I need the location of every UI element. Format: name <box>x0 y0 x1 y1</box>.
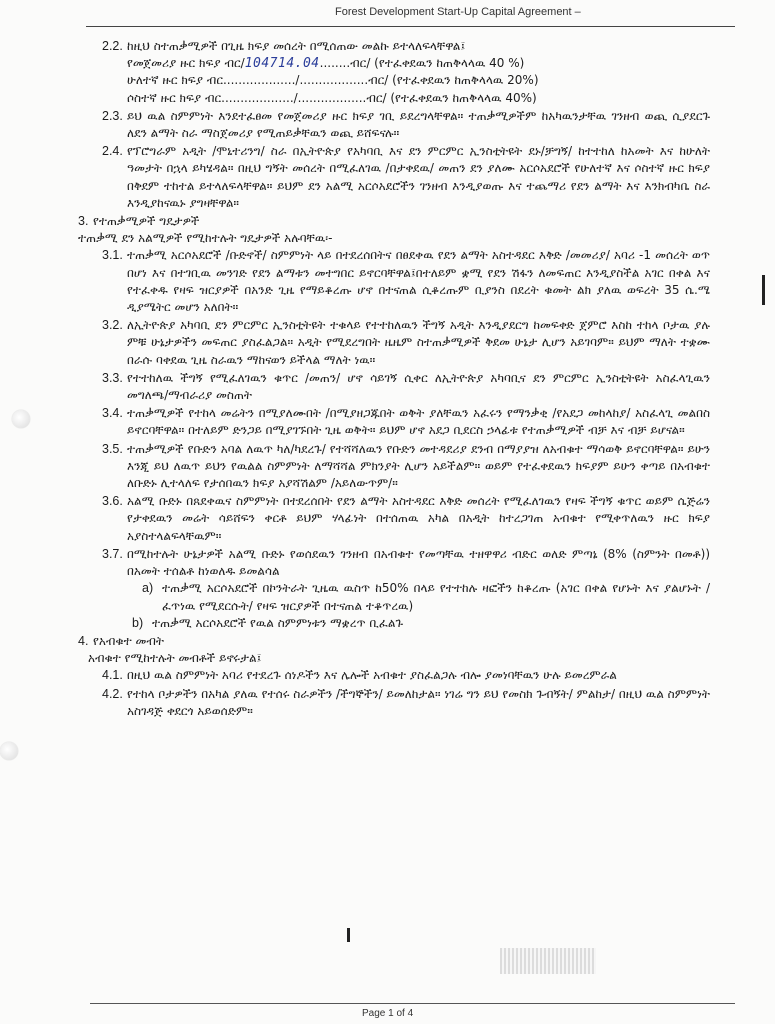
page-number: Page 1 of 4 <box>362 1008 414 1019</box>
section-3-heading <box>78 213 710 230</box>
payment-line-1: የመጀመሪያ ዙር ክፍያ ብር/104714.04........ብር/ (የተፈቀደዉን ከጠቅላላዉ 40 %) <box>127 56 525 72</box>
clause-number: 3.3. <box>102 370 123 385</box>
punch-hole-icon <box>12 410 30 428</box>
clause-number: 3.2. <box>102 318 123 333</box>
clause-number: 3.6. <box>102 494 123 509</box>
clause-2-4 <box>102 143 710 212</box>
clause-number: 4.1. <box>102 668 123 683</box>
clause-number: 4.2. <box>102 686 123 701</box>
clause-text: ለኢትዮጵያ አካባቢ ደን ምርምር ኢንስቲትዩት ተቁላይ የተተከለዉን ችግኝ አዲት እንዲያደርግ ከመፍቀድ ጀምሮ እስከ ተከላ ቦታዉ ያሉ ምቹ ሁኔታዎችን መፍጠር ያስፈልጋል። አዲት የሚደረግበት ዜዜም ስተጠቃሚዎች ቅደመ ሁኔታ ሊሆን አይገባም። ይህም ማለት ተቋሙ በራሱ ባቀደዉ ጊዜ ስራዉን ማከናወን ይችላል ማለት ነዉ። <box>127 318 710 367</box>
clause-number: 2.3. <box>102 108 123 123</box>
scan-mark <box>347 928 350 942</box>
clause-text: ከዚህ ስተጠቃሚዎች በጊዜ ክፍያ መሰረት በሚሰጠው መልኩ ይተላለፍላቸዋል፤ የመጀመሪያ ዙር ክፍያ ብር/104714.04........ብር/ (የተፈቀደዉን ከጠቅላላዉ 40 %) ሁለተኛ ዙር ክፍያ ብር.................../..................ብር/ (የተፈቀደዉን ከጠቅላላዉ 20%) ሶስተኛ ዙር ክፍያ ብር.................../..................ብር/ (የተፈቀደዉን ከጠቅላላዉ 40%) <box>127 38 710 107</box>
clause-4-1 <box>102 667 710 684</box>
clause-text: በዚህ ዉል ስምምነት አባሪ የተደረጉ ሰነዶችን እና ሌሎች አብቁተ ያስፈልጋሉ ብሎ ያመነባቸዉን ሁሉ ይመረምራል <box>127 668 617 683</box>
section-number: 3. <box>78 214 89 229</box>
clause-number: 3.1. <box>102 248 123 263</box>
document-body <box>70 38 710 720</box>
clause-2-2 <box>102 38 710 107</box>
clause-3-4 <box>102 405 710 439</box>
header-divider <box>86 26 735 27</box>
payment-line-2: ሁለተኛ ዙር ክፍያ ብር.................../..................ብር/ (የተፈቀደዉን ከጠቅላላዉ 20%) <box>127 73 539 88</box>
clause-3-6 <box>102 493 710 545</box>
clause-number: 2.2. <box>102 39 123 53</box>
handwritten-amount: 104714.04 <box>244 56 320 72</box>
barcode-stamp <box>500 948 596 974</box>
clause-text: በሚከተሉት ሁኔታዎች አልሚ ቡድኑ የወሰደዉን ገንዘብ በአብቁተ የመጣቸዉ ተዘዋዋሪ ብድር ወለድ ምጣኔ (8% (ስምንት በመቶ)) በአመት ተሰልቶ ከነወለዱ ይመልሳል <box>127 546 710 579</box>
clause-text: ተጠቃሚዎች የቡድን አባል ለዉጥ ካለ/ካደረጉ/ የተሻሻለዉን የቡድን መተዳደሪያ ደንብ በማያያዝ ለአብቁተ ማሳወቅ ይኖርባቸዋል። ይሁን እንጂ ይህ ለዉጥ ይህን የዉልል ስምምነት ለማሻሻል ምክንያት ሊሆን አይችልም። ወይም የተፈቀደዉን ክፍያም ይሁን ቀጣይ በአብቁተ ለቡድኑ ሊተላለፍ የታሰበዉን ክፍያ አያሻሽልም /አይለውጥም/። <box>127 441 710 491</box>
clause-4-2 <box>102 686 710 720</box>
clause-2-3 <box>102 108 710 142</box>
clause-3-1 <box>102 247 710 316</box>
payment-line-3: ሶስተኛ ዙር ክፍያ ብር.................../..................ብር/ (የተፈቀደዉን ከጠቅላላዉ 40%) <box>127 90 537 105</box>
sub-item-text: ተጠቃሚ አርሶአደሮች በኮንትራት ጊዜዉ ዉስጥ ከ50% በላይ የተተከሉ ዛፎችን ከቆረጡ (አገር በቀል የሆኑት እና ያልሆኑት /ፈጥነዉ የሚደርሱት/ የዛፍ ዝርያዎች በተናጠል ተቆጥረዉ) <box>162 581 710 613</box>
clause-text: ይህ ዉል ስምምነት እንደተፈፀመ የመጀመሪያ ዙር ክፍያ ገቢ ይደረግላቸዋል። ተጠቃሚዎችም ከአካዉንታቸዉ ገንዘብ ወጪ ሲያደርጉ ለደን ልማት ስራ ማስጀመሪያ የሚጠይቃቸዉን ወጪ ይሸፍናሉ። <box>127 108 710 141</box>
sub-item-text: ተጠቃሚ አርሶአደሮች የዉል ስምምነቱን ማቋረጥ ቢፈልጉ <box>152 615 403 630</box>
section-4-heading <box>78 633 710 650</box>
sub-item-letter: a) <box>142 581 154 596</box>
clause-3-3 <box>102 370 710 404</box>
clause-text: ተጠቃሚዎች የተከላ መሬትን በሚያለሙበት /በሚያዘጋጁበት ወቅት ያለቸዉን አፈሩን የማንቃቂ /የአደጋ መከላከያ/ አስፈላጊ መልበስ ይኖርባቸዋል። በተለይም ድንጋይ በሚያገኙበት ጊዜ ወቅት። ይህም ሆኖ አደጋ ቢደርስ ኃላፊቱ የተጠቃሚዎች ብቻ እና ብቻ ይሆናል። <box>127 406 710 438</box>
clause-3-7-b <box>132 615 710 632</box>
footer-divider <box>90 1003 735 1004</box>
punch-hole-icon <box>0 742 18 760</box>
clause-text: የተከላ ቦታዎችን በአካል ያለዉ የተሰሩ ስራዎችን /ችግኞችን/ ይመለከታል። ነገሬ ግን ይህ የመስክ ጉብኝት/ ምልከታ/ በዚህ ዉል ስምምነት አስገዳጅ ቀደርጎ አይወሰድም። <box>127 686 711 718</box>
section-4-intro: አብቁተ የሚከተሉት መብቶች ይኖሩታል፤ <box>88 651 262 666</box>
clause-number: 3.4. <box>102 406 123 421</box>
scan-mark <box>762 275 765 305</box>
clause-number: 3.5. <box>102 441 123 456</box>
section-title: የተጠቃሚዎች ግዴታዎች <box>93 214 200 229</box>
clause-3-5 <box>102 441 710 493</box>
section-title: የአብቁተ መብት <box>93 633 164 648</box>
clause-3-2 <box>102 317 710 369</box>
section-3-intro: ተጠቃሚ ደን አልሚዎች የሚከተሉት ግዴታዎች አሉባቸዉ፡- <box>78 231 333 246</box>
clause-3-7 <box>102 546 710 580</box>
clause-number: 3.7. <box>102 546 123 561</box>
section-number: 4. <box>78 633 89 648</box>
clause-text: የተተከለዉ ችግኝ የሚፈለገዉን ቁጥር /መጠን/ ሆኖ ሳይገኝ ሲቀር ለኢትዮጵያ አካባቢና ደን ምርምር ኢንስቲትዩት አስፈላጊዉን መግለጫ/ማብራሪያ መስጠት <box>127 370 710 403</box>
document-header: Forest Development Start-Up Capital Agreement – <box>335 6 581 18</box>
clause-3-7-a <box>142 580 710 614</box>
sub-item-letter: b) <box>132 615 144 630</box>
clause-text: አልሚ ቡድኑ በጸደቀዉና ስምምነት በተደረሰበት የደን ልማት አስተዳደር እቅድ መሰረት የሚፈለገዉን የዛፍ ችግኝ ቁጥር ወይም ሴጅሬን የታቀደዉን መሬት ሳይሸፍን ቀርቶ ይህም ሃላፊነት በተሰጠዉ አካል በአዲት ከተረጋገጠ አብቁተ የሚቀጥለዉን ዙር ክፍያ አያስተላልፍላቸዉም። <box>127 494 710 543</box>
clause-text: የፕሮግራም አዲት /ሞኒተሪንግ/ ስራ በኢትዮጵያ የአካባቢ እና ደን ምርምር ኢንስቲትዩት ደኑ/ቻግኝ/ ከተተከለ ከአመት እና ከሁለት ዓመታት በኋላ ይካሄዳል። በዚህ ግኝት መሰረት በሚፈለገዉ /በታቀደዉ/ መጠን ደን ያለሙ አርሶአደሮች የሁለተኛ እና ሶስተኛ ዙር ክፍያ በቅደም ተከተል ይተላለፍላቸዋል። ይህም ደን አልሚ አርሶአደሮችን ገንዘብ እንዲያወጡ እና ተጨማሪ የደን ልማት እና እንክብካቤ ስራ እንዲያከናዉኑ ያግዛቸዋል። <box>127 144 710 210</box>
clause-number: 2.4. <box>102 144 123 159</box>
clause-text: ተጠቃሚ አርሶአደሮች /ቡድኖች/ ስምምነት ላይ በተደረሰበትና በፀደቀዉ የደን ልማት አስተዳደር እቅድ /መመሪያ/ አባሪ -1 መሰረት ወጥ በሆነ እና በተገቢዉ መንገድ የደን ልማቱን መተግበር ይኖርባቸዋል፤በተለይም ቋሚ የደን ሽፋን ለመፍጠር እንዲያስችል አገር በቀል እና የተፈቀዱ የዛፍ ዝርያዎች በአንድ ጊዜ የማይቆረጡ ሆኖ በተናጠል ሲቆረጡም ቢያንስ በደረት ቁመት ልክ ያለዉ ወፍረት 35 ሴ.ሜ ዲያሜትር መሆን አለበት። <box>127 248 710 315</box>
